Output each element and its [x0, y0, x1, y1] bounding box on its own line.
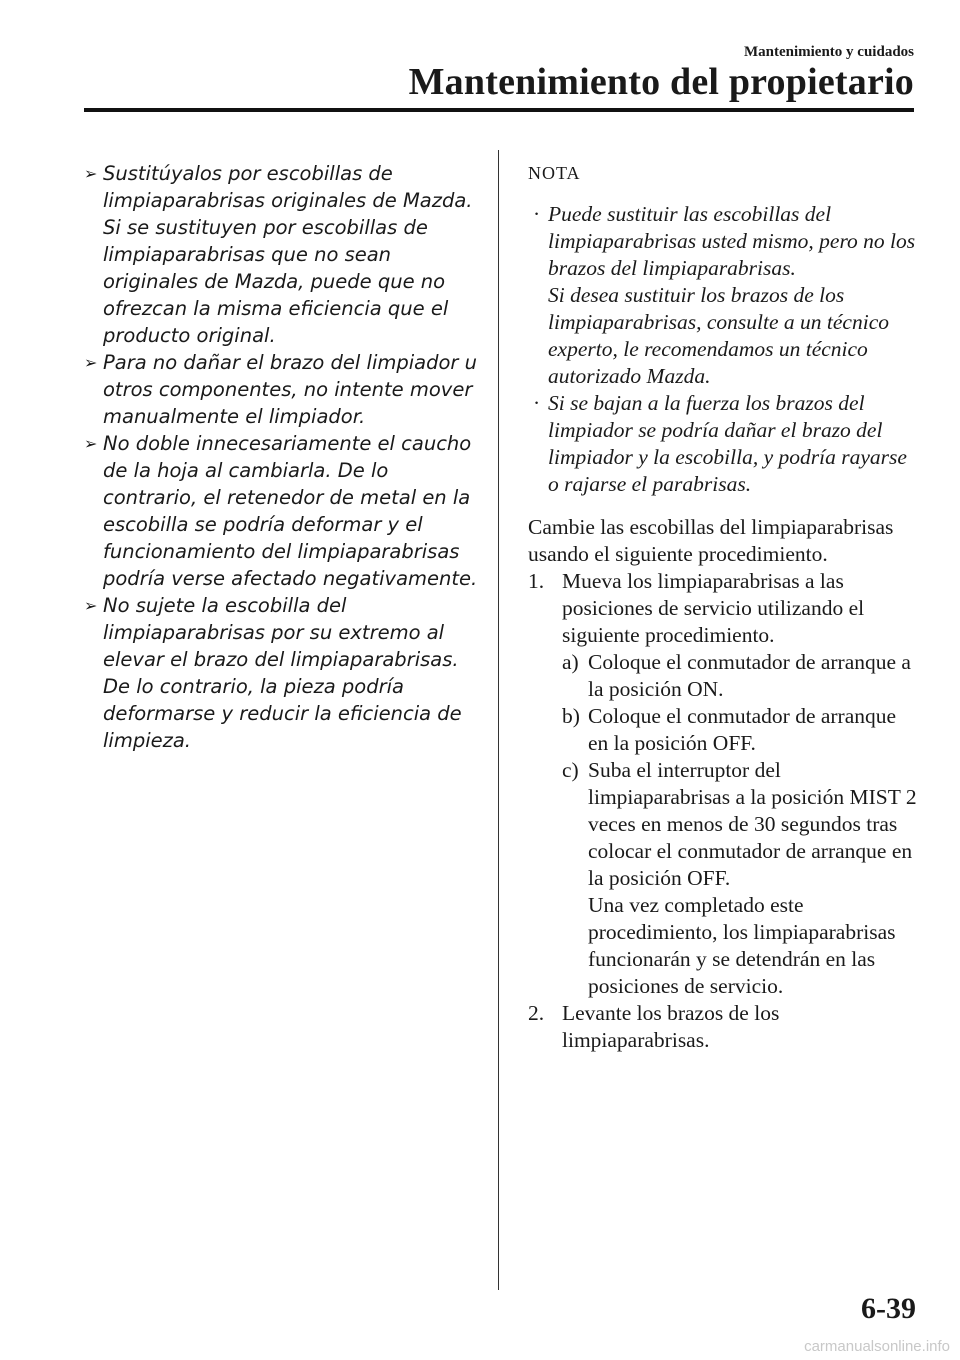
procedure-substep: [562, 649, 920, 703]
caution-item: [84, 430, 484, 592]
caution-item-text: Para no dañar el brazo del limpiador u otros componentes, no intente mover manualmente el limpiador.: [103, 351, 477, 428]
column-divider: [498, 150, 499, 1290]
watermark: carmanualsonline.info: [804, 1338, 950, 1355]
note-item: [528, 201, 920, 390]
dot-bullet-icon: ·: [533, 391, 541, 415]
step-number: 1.: [528, 569, 545, 593]
substep-text: Coloque el conmutador de arranque en la posición OFF.: [588, 704, 897, 755]
caution-item-text: No doble innecesariamente el caucho de la hoja al cambiarla. De lo contrario, el retenedor de metal en la escobilla se podría deformar y el funcionamiento del limpiaparabrisas podría verse afectado negativamente.: [103, 432, 478, 590]
procedure-step: [528, 1000, 920, 1054]
procedure-substep: [562, 757, 920, 1000]
arrow-bullet-icon: ➢: [84, 353, 98, 372]
note-heading: NOTA: [528, 163, 581, 183]
chapter-title: Mantenimiento del propietario: [408, 61, 914, 103]
step-number: 2.: [528, 1001, 545, 1025]
caution-item: [84, 349, 484, 430]
section-title: Mantenimiento y cuidados: [743, 44, 914, 60]
dot-bullet-icon: ·: [533, 202, 541, 226]
substep-followup: Una vez completado este procedimiento, los limpiaparabrisas funcionarán y se detendrán en las posiciones de servicio.: [588, 893, 896, 998]
procedure-step: [528, 568, 920, 1000]
substep-letter: b): [562, 704, 580, 728]
note-item: [528, 390, 920, 498]
note-item-text: Si se bajan a la fuerza los brazos del limpiador se podría dañar el brazo del limpiador y la escobilla, y podría rayarse o rajarse el parabrisas.: [548, 391, 907, 496]
procedure-intro: Cambie las escobillas del limpiaparabrisas usando el siguiente procedimiento.: [528, 515, 894, 566]
substep-letter: c): [562, 758, 579, 782]
header-rule: [84, 108, 914, 112]
substep-text: Suba el interruptor del limpiaparabrisas a la posición MIST 2 veces en menos de 30 segundos tras colocar el conmutador de arranque en la posición OFF.: [588, 758, 917, 890]
caution-item-text: Sustitúyalos por escobillas de limpiaparabrisas originales de Mazda. Si se sustituyen por escobillas de limpiaparabrisas que no sean originales de Mazda, puede que no ofrezcan la misma eficiencia que el producto original.: [103, 162, 473, 347]
caution-item: [84, 160, 484, 349]
step-text: Mueva los limpiaparabrisas a las posiciones de servicio utilizando el siguiente procedimiento.: [562, 569, 865, 647]
note-item-text: Puede sustituir las escobillas del limpiaparabrisas usted mismo, pero no los brazos del limpiaparabrisas.: [548, 202, 916, 280]
caution-item-text: No sujete la escobilla del limpiaparabrisas por su extremo al elevar el brazo del limpiaparabrisas. De lo contrario, la pieza podría deformarse y reducir la eficiencia de limpieza.: [103, 594, 462, 752]
arrow-bullet-icon: ➢: [84, 434, 98, 453]
right-column: [528, 160, 920, 1054]
page-number: 6-39: [861, 1292, 916, 1325]
procedure-substep: [562, 703, 920, 757]
arrow-bullet-icon: ➢: [84, 164, 98, 183]
arrow-bullet-icon: ➢: [84, 596, 98, 615]
substep-text: Coloque el conmutador de arranque a la posición ON.: [588, 650, 911, 701]
caution-list: [84, 160, 484, 754]
substep-letter: a): [562, 650, 579, 674]
caution-item: [84, 592, 484, 754]
step-text: Levante los brazos de los limpiaparabrisas.: [562, 1001, 780, 1052]
note-item-text: Si desea sustituir los brazos de los limpiaparabrisas, consulte a un técnico experto, le recomendamos un técnico autorizado Mazda.: [548, 283, 889, 388]
